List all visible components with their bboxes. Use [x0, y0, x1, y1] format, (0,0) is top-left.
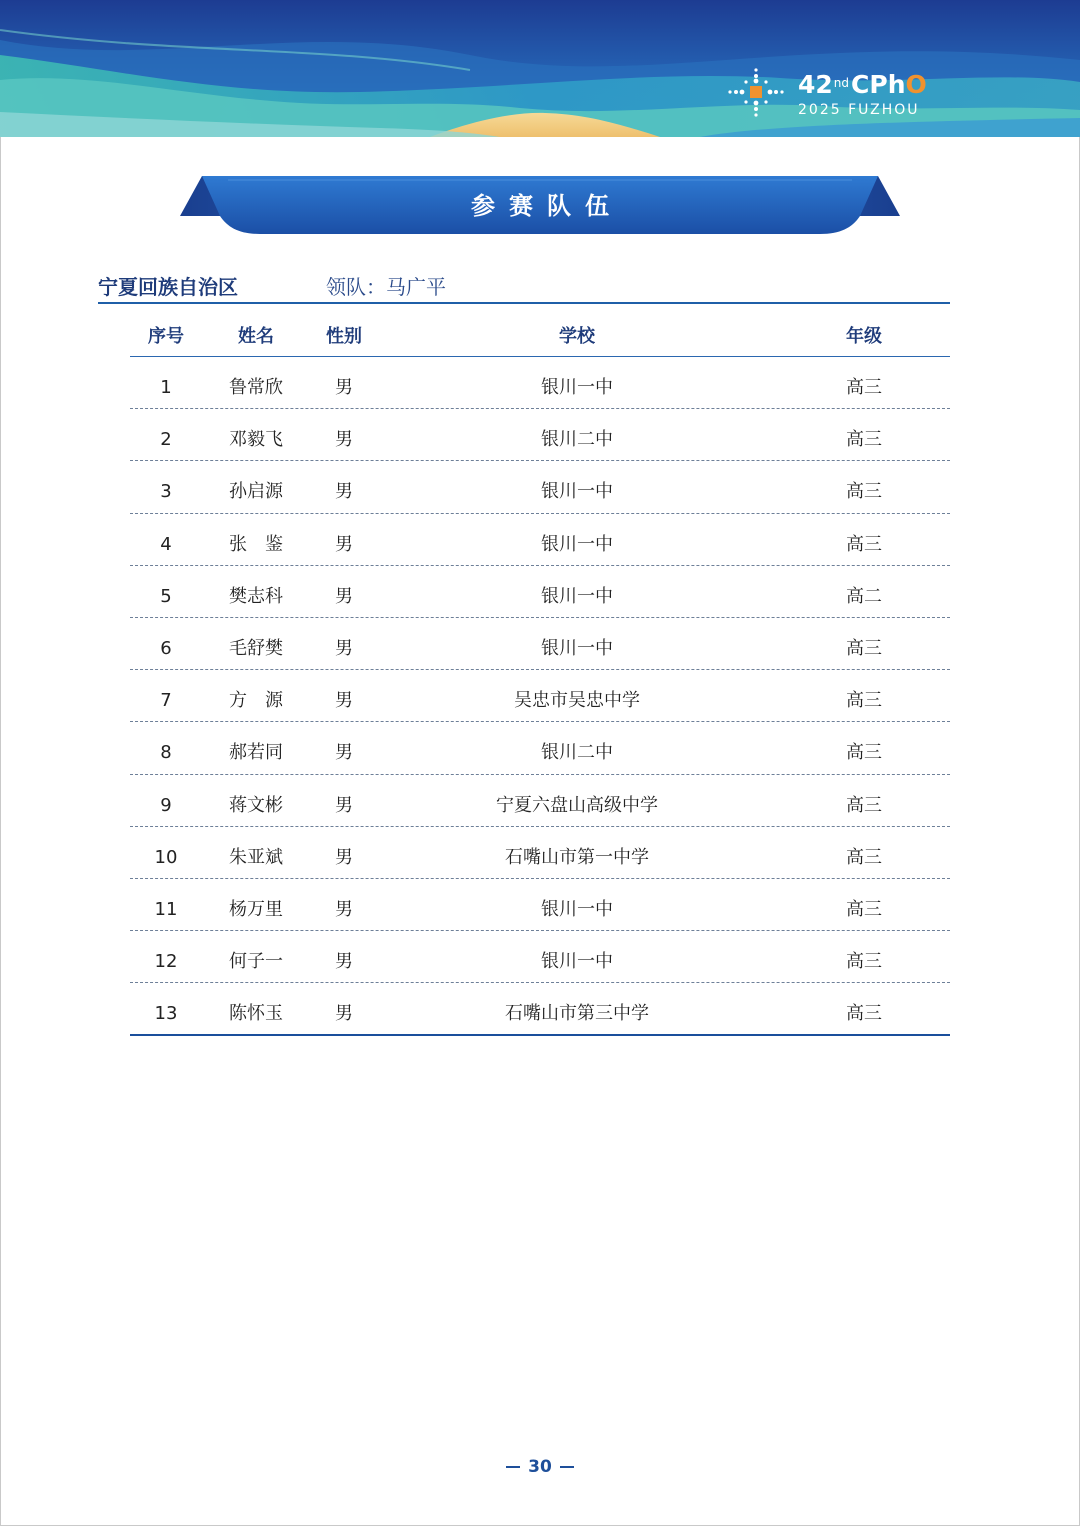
table-body	[130, 357, 950, 1036]
team-info	[98, 272, 950, 304]
header-school: 学校	[559, 326, 595, 347]
cell-grade: 高三	[846, 533, 882, 555]
header-no: 序号	[148, 326, 184, 347]
table-row	[130, 618, 950, 670]
cell-no: 3	[160, 481, 172, 503]
cell-grade: 高三	[846, 690, 882, 712]
cell-name: 鲁常欣	[229, 377, 283, 398]
cell-name: 樊志科	[229, 585, 283, 607]
table-row	[130, 931, 950, 983]
cell-no: 8	[160, 742, 172, 764]
header-banner	[0, 0, 1080, 137]
cell-name: 何子一	[229, 951, 283, 973]
cell-gender: 男	[335, 533, 353, 555]
cell-name: 张 鉴	[229, 533, 283, 555]
cell-grade: 高二	[846, 585, 882, 607]
table-row	[130, 983, 950, 1036]
cell-grade: 高三	[846, 637, 882, 659]
table-row	[130, 357, 950, 409]
header-grade: 年级	[846, 326, 882, 347]
cpho-logo	[724, 64, 944, 126]
cell-name: 郝若同	[229, 742, 283, 764]
table-row	[130, 566, 950, 618]
cell-no: 9	[160, 794, 172, 816]
cell-school: 宁夏六盘山高级中学	[496, 794, 658, 816]
cell-no: 11	[154, 898, 178, 920]
cell-name: 方 源	[229, 690, 283, 712]
cell-school: 吴忠市吴忠中学	[514, 690, 640, 712]
table-row	[130, 461, 950, 513]
cell-school: 银川二中	[541, 742, 613, 764]
cell-gender: 男	[335, 585, 353, 607]
page-number-text: 30	[528, 1457, 552, 1477]
cell-name: 朱亚斌	[229, 846, 283, 868]
roster-table	[130, 320, 950, 1036]
logo-title: 42ndCPhO	[798, 70, 927, 99]
cell-school: 银川一中	[541, 533, 613, 555]
cell-grade: 高三	[846, 1003, 882, 1025]
cell-gender: 男	[335, 1003, 353, 1025]
cell-no: 12	[154, 951, 178, 973]
section-banner	[180, 176, 900, 238]
cell-grade: 高三	[846, 794, 882, 816]
province-name: 宁夏回族自治区	[98, 275, 238, 299]
logo-subtitle: 2025 FUZHOU	[798, 102, 920, 118]
cell-school: 石嘴山市第一中学	[505, 846, 649, 868]
cell-grade: 高三	[846, 429, 882, 451]
cell-name: 蒋文彬	[229, 794, 283, 816]
cell-gender: 男	[335, 742, 353, 764]
section-title: 参赛队伍	[471, 192, 623, 220]
cell-no: 5	[160, 585, 172, 607]
team-divider	[98, 302, 950, 304]
cell-no: 7	[160, 690, 172, 712]
cell-no: 2	[160, 429, 172, 451]
table-row	[130, 514, 950, 566]
cell-name: 毛舒樊	[229, 637, 283, 659]
cell-gender: 男	[335, 898, 353, 920]
header-gender: 性别	[326, 326, 362, 347]
table-row	[130, 879, 950, 931]
team-leader: 领队：马广平	[326, 275, 446, 299]
cell-school: 银川一中	[541, 585, 613, 607]
cell-grade: 高三	[846, 846, 882, 868]
cell-school: 石嘴山市第三中学	[505, 1003, 649, 1025]
cell-name: 孙启源	[229, 481, 283, 503]
cell-grade: 高三	[846, 742, 882, 764]
cell-grade: 高三	[846, 481, 882, 503]
cell-school: 银川一中	[541, 481, 613, 503]
table-row	[130, 722, 950, 774]
cell-gender: 男	[335, 481, 353, 503]
table-row	[130, 670, 950, 722]
cell-school: 银川一中	[541, 637, 613, 659]
page-dash-right	[560, 1466, 574, 1468]
cell-school: 银川一中	[541, 898, 613, 920]
cell-gender: 男	[335, 794, 353, 816]
page-dash-left	[506, 1466, 520, 1468]
cell-gender: 男	[335, 429, 353, 451]
page-number	[490, 1457, 590, 1477]
cell-gender: 男	[335, 637, 353, 659]
cell-no: 1	[160, 377, 172, 398]
cell-grade: 高三	[846, 951, 882, 973]
cell-school: 银川一中	[541, 951, 613, 973]
cell-name: 陈怀玉	[229, 1003, 283, 1025]
header-name: 姓名	[238, 326, 274, 347]
table-row	[130, 827, 950, 879]
cell-no: 13	[154, 1003, 178, 1025]
cell-gender: 男	[335, 846, 353, 868]
cell-name: 邓毅飞	[229, 429, 283, 451]
cell-gender: 男	[335, 951, 353, 973]
cell-name: 杨万里	[229, 898, 283, 920]
cell-no: 10	[154, 846, 178, 868]
cell-no: 4	[160, 533, 172, 555]
table-row	[130, 409, 950, 461]
table-header	[130, 320, 950, 357]
cell-school: 银川一中	[541, 377, 613, 398]
table-row	[130, 775, 950, 827]
cell-grade: 高三	[846, 898, 882, 920]
cell-no: 6	[160, 637, 172, 659]
cell-grade: 高三	[846, 377, 882, 398]
cell-gender: 男	[335, 377, 353, 398]
cell-school: 银川二中	[541, 429, 613, 451]
cell-gender: 男	[335, 690, 353, 712]
spark-logo-icon	[724, 64, 788, 126]
